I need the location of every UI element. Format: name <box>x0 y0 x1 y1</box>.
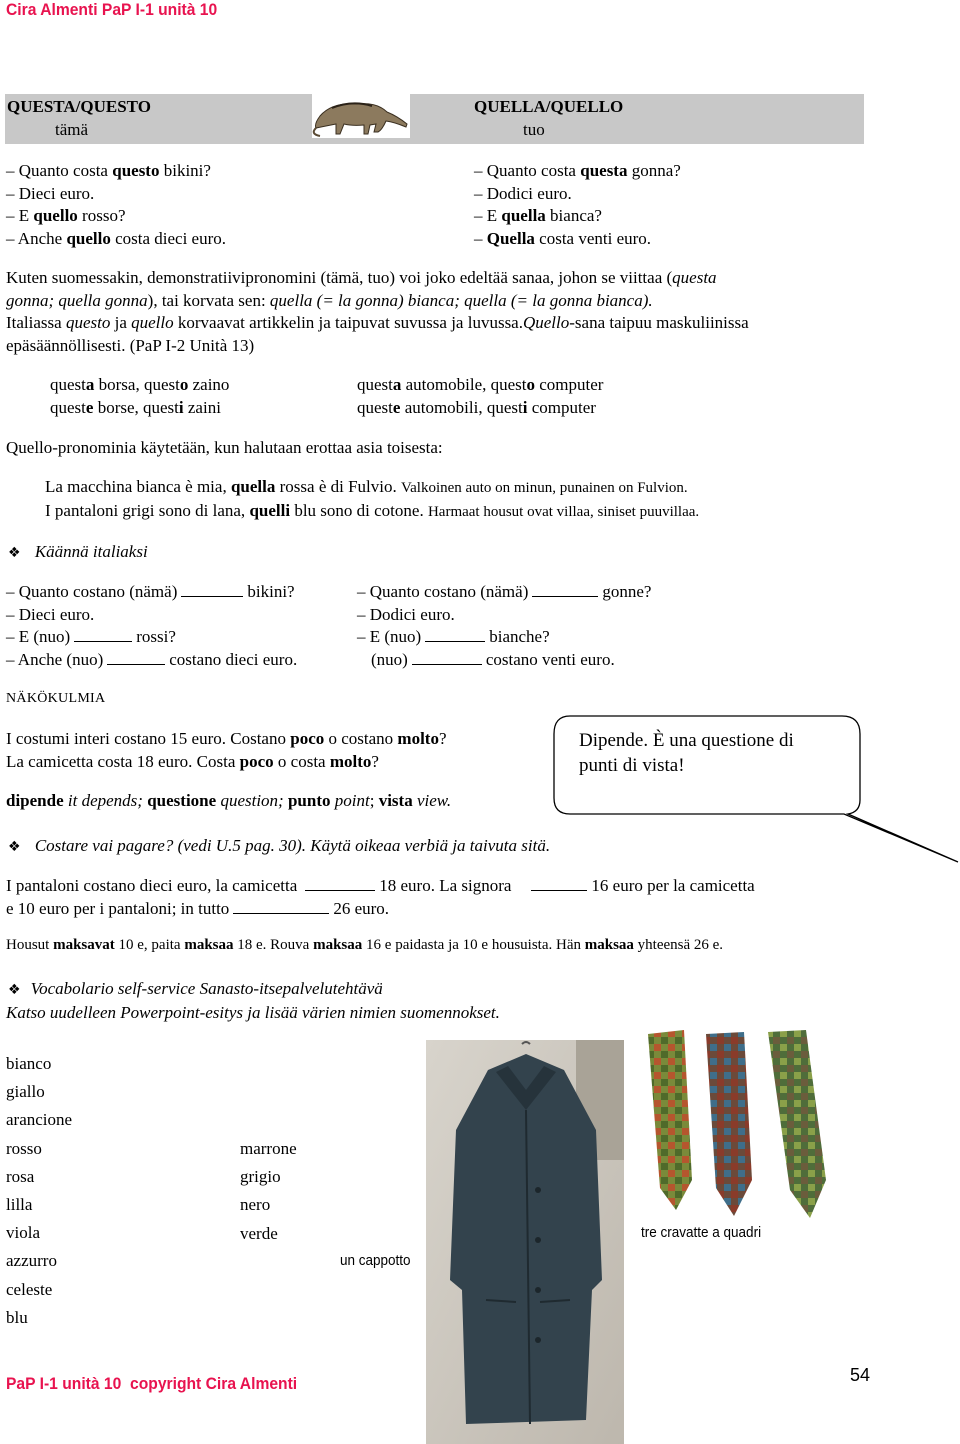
color-word: marrone <box>240 1139 297 1158</box>
band-left-title: QUESTA/QUESTO <box>7 97 151 116</box>
color-word: celeste <box>6 1279 53 1299</box>
coat-photo <box>426 1040 624 1444</box>
forms-right: questa automobile, questo computer queste automobili, questi computer <box>357 375 604 417</box>
anteater-image <box>312 94 410 138</box>
color-word: lilla <box>6 1194 33 1214</box>
exercise-left: – Quanto costano (nämä) bikini? – Dieci euro. – E (nuo) rossi? – Anche (nuo) costano dieci euro. <box>6 582 298 669</box>
color-word: viola <box>6 1223 40 1243</box>
answer-blank[interactable] <box>531 878 587 891</box>
answer-blank[interactable] <box>233 901 329 914</box>
vocab-line: dipende it depends; questione question; punto point; vista view. <box>6 791 452 810</box>
bubble-text: Dipende. È una questione di punti di vista! <box>579 730 794 776</box>
diamond-bullet-icon: ❖ <box>8 982 21 998</box>
color-word: rosso <box>6 1138 42 1158</box>
ties-photo <box>640 1030 830 1230</box>
page-footer: PaP I-1 unità 10 copyright Cira Almenti <box>6 1374 298 1393</box>
diamond-bullet-icon: ❖ <box>8 545 21 561</box>
color-word: bianco <box>6 1054 52 1073</box>
page-number: 54 <box>850 1365 871 1385</box>
section-title-nakokulmia: NÄKÖKULMIA <box>6 691 106 706</box>
answer-blank[interactable] <box>412 652 482 665</box>
answer-blank[interactable] <box>425 629 485 642</box>
caption-coat: un cappotto <box>340 1252 411 1269</box>
color-word: arancione <box>6 1110 73 1130</box>
task-kaanna: ❖ Käännä italiaksi <box>8 542 148 561</box>
task-costare: ❖ Costare vai pagare? (vedi U.5 pag. 30). Käytä oikeaa verbiä ja taivuta sitä. <box>8 836 551 855</box>
color-word: grigio <box>240 1167 281 1187</box>
color-word: rosa <box>6 1166 35 1186</box>
band-left-sub: tämä <box>55 120 89 139</box>
answer-blank[interactable] <box>305 878 375 891</box>
color-word: giallo <box>6 1082 45 1102</box>
costumi-text: I costumi interi costano 15 euro. Costano poco o costano molto? La camicetta costa 18 euro. Costa poco o costa molto? <box>6 729 447 771</box>
examples: La macchina bianca è mia, quella rossa è di Fulvio. Valkoinen auto on minun, punainen on Fulvion. I pantaloni grigi sono di lana, quelli blu sono di cotone. Harmaat housut ovat villaa, siniset puuvillaa. <box>45 477 700 520</box>
caption-ties: tre cravatte a quadri <box>641 1224 762 1241</box>
task-vocabolario: ❖ Vocabolario self-service Sanasto-itsepalvelutehtävä Katso uudelleen Powerpoint-esitys ja lisää värien nimien suomennokset. <box>6 979 500 1022</box>
diamond-bullet-icon: ❖ <box>8 839 21 855</box>
color-list-left <box>6 1050 72 1332</box>
color-list-right <box>240 1135 297 1248</box>
forms-left: questa borsa, questo zaino queste borse, questi zaini <box>50 375 230 417</box>
pantaloni-exercise: I pantaloni costano dieci euro, la camicetta 18 euro. La signora 16 euro per la camicetta e 10 euro per i pantaloni; in tutto 26 euro. <box>6 876 755 918</box>
quello-usage-text: Quello-pronominia käytetään, kun halutaan erottaa asia toisesta: <box>6 438 443 457</box>
color-word: azzurro <box>6 1251 57 1271</box>
band-right-title: QUELLA/QUELLO <box>474 97 624 116</box>
exercise-right: – Quanto costano (nämä) gonne? – Dodici euro. – E (nuo) bianche? (nuo) costano venti euro. <box>357 582 652 669</box>
color-word: blu <box>6 1307 28 1327</box>
dialog-right: – Quanto costa questa gonna? – Dodici euro. – E quella bianca? – Quella costa venti euro. <box>474 161 681 248</box>
color-word: verde <box>240 1223 278 1243</box>
housut-translation: Housut maksavat 10 e, paita maksaa 18 e. Rouva maksaa 16 e paidasta ja 10 e housuista. Hän maksaa yhteensä 26 e. <box>6 937 724 953</box>
explanation-paragraph: Kuten suomessakin, demonstratiivipronomini (tämä, tuo) voi joko edeltää sanaa, johon se viittaa (questa gonna; quella gonna), tai korvata sen: quella (= la gonna) bianca; quella (= la gonna bianca). Italiassa questo ja quello korvaavat artikkelin ja taipuvat suvussa ja luvussa.Quello-sana taipuu maskuliinissa epäsäännöllisesti. (PaP I-2 Unità 13) <box>6 268 749 355</box>
color-word: nero <box>240 1195 271 1215</box>
dialog-left: – Quanto costa questo bikini? – Dieci euro. – E quello rosso? – Anche quello costa dieci euro. <box>6 161 227 248</box>
answer-blank[interactable] <box>74 629 132 642</box>
answer-blank[interactable] <box>107 652 165 665</box>
answer-blank[interactable] <box>181 584 243 597</box>
page-header: Cira Almenti PaP I-1 unità 10 <box>6 0 218 19</box>
answer-blank[interactable] <box>532 584 598 597</box>
band-right-sub: tuo <box>523 120 545 139</box>
